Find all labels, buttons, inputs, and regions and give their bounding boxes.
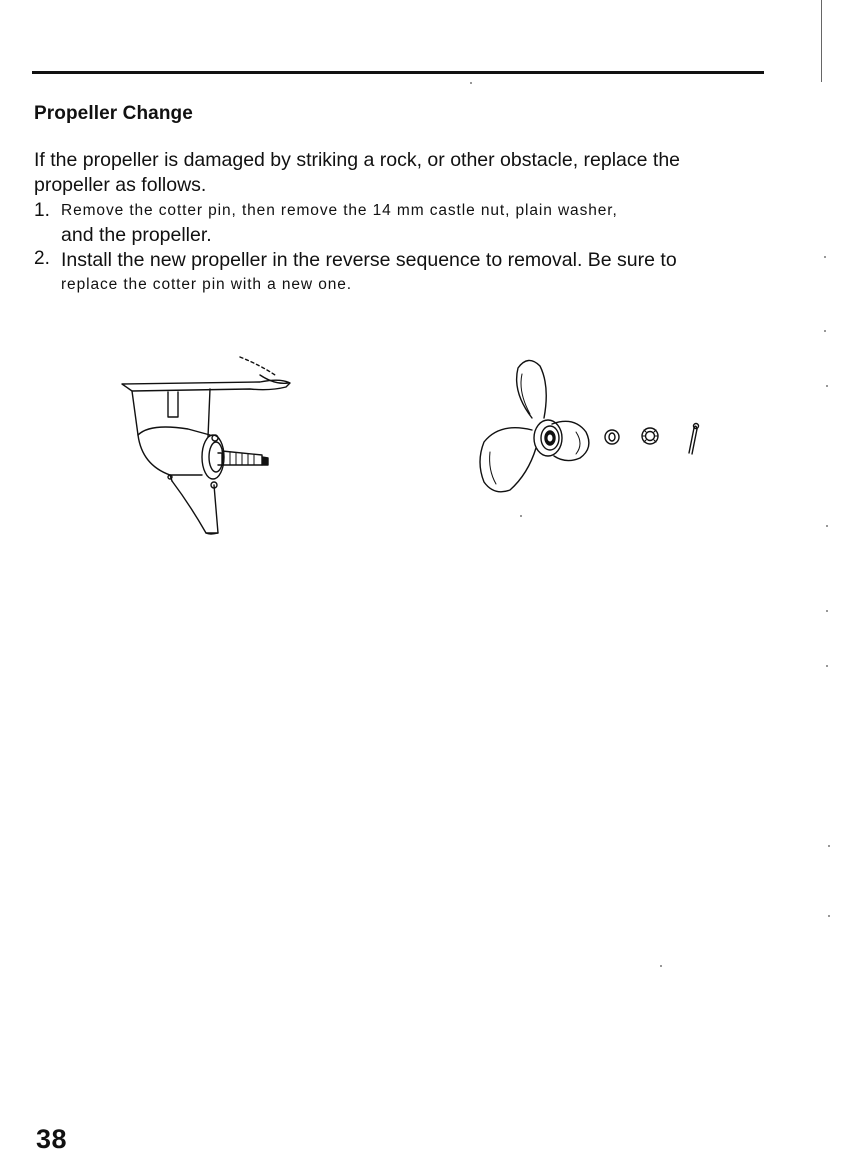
propeller-parts-illustration xyxy=(470,352,710,507)
scan-speck xyxy=(470,82,472,84)
scan-speck xyxy=(824,330,826,332)
step-line: Remove the cotter pin, then remove the 14 mm castle nut, plain washer, xyxy=(61,202,618,219)
scan-speck xyxy=(826,610,828,612)
page-number: 38 xyxy=(36,1124,68,1154)
intro-paragraph xyxy=(34,148,772,198)
scan-speck xyxy=(824,256,826,258)
gearcase-illustration xyxy=(110,345,310,540)
scan-speck xyxy=(828,915,830,917)
scan-speck xyxy=(660,965,662,967)
scan-speck xyxy=(828,845,830,847)
scan-edge-line xyxy=(821,0,822,82)
scan-speck xyxy=(826,385,828,387)
instruction-steps xyxy=(34,199,774,297)
step-line: and the propeller. xyxy=(61,224,212,246)
step-item xyxy=(34,199,774,248)
scan-speck xyxy=(520,515,522,517)
step-number: 1. xyxy=(34,200,50,221)
intro-line-2: propeller as follows. xyxy=(34,174,207,196)
scan-speck xyxy=(826,665,828,667)
step-line: Install the new propeller in the reverse sequence to removal. Be sure to xyxy=(61,249,677,271)
step-number: 2. xyxy=(34,248,50,269)
step-line: replace the cotter pin with a new one. xyxy=(61,276,352,293)
scan-speck xyxy=(826,525,828,527)
intro-line-1: If the propeller is damaged by striking a rock, or other obstacle, replace the xyxy=(34,149,681,171)
section-title: Propeller Change xyxy=(34,103,193,124)
header-rule xyxy=(32,71,764,74)
step-item xyxy=(34,248,774,297)
